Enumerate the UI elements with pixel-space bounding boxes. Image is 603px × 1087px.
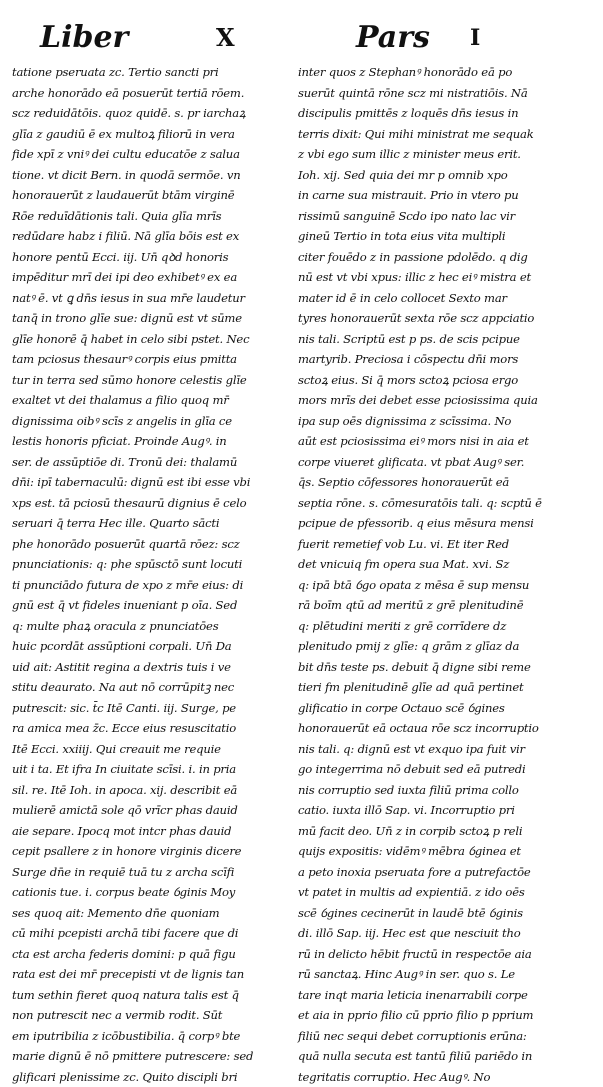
text-line: glificatio in corpe Octauo scē ỽgines — [298, 698, 570, 719]
text-line: tione. vt dicit Bern. in quodā sermōe. vn — [12, 165, 284, 186]
text-line: arche honorādo eā posuerūt tertiā rōem. — [12, 83, 284, 104]
text-line: tieri fm plenitudinē glīe ad quā pertinet — [298, 677, 570, 698]
text-line: lestis honoris pficiat. Proinde Augꝰ. in — [12, 431, 284, 452]
text-line: nis tali. q: dignū est vt exquo ipa fuit vir — [298, 739, 570, 760]
text-line: xps est. tā pciosū thesaurū dignius ē celo — [12, 493, 284, 514]
text-line: citer fouēdo z in passione pdolēdo. q dig — [298, 247, 570, 268]
text-line: honorauerūt eā octaua rōe scz incorruptio — [298, 718, 570, 739]
text-line: q: plētudini meriti z grē corrīdere dz — [298, 616, 570, 637]
text-line: mū facit deo. Un̄ z in corpib sctoꝝ p reli — [298, 821, 570, 842]
text-line: cationis tue. i. corpus beate ỽginis Moy — [12, 882, 284, 903]
text-line: in carne sua mistrauit. Prio in vtero pu — [298, 185, 570, 206]
text-line: martyrib. Preciosa i cōspectu dn̄i mors — [298, 349, 570, 370]
text-line: det vnicuiq fm opera sua Mat. xvi. Sz — [298, 554, 570, 575]
text-line: gnū est q̄ vt fideles inueniant p oīa. Sed — [12, 595, 284, 616]
text-line: rū sanctaꝝ. Hinc Augꝰ in ser. quo s. Le — [298, 964, 570, 985]
text-line: quā nulla secuta est tantū filiū pariēdo in — [298, 1046, 570, 1067]
text-line: uid ait: Astitit regina a dextris tuis i ve — [12, 657, 284, 678]
text-line: fuerit remetief vob Lu. vi. Et iter Red — [298, 534, 570, 555]
text-line: mater id ē in celo collocet Sexto mar — [298, 288, 570, 309]
header-part-number: I — [470, 14, 480, 62]
text-line: tare inqt maria leticia inenarrabili corpe — [298, 985, 570, 1006]
text-line: mors mrīs dei debet esse pciosissima quia — [298, 390, 570, 411]
text-line: Surge dn̄e in requiē tuā tu z archa scīfi — [12, 862, 284, 883]
text-line: stitu deaurato. Na aut nō corrūpitꝫ nec — [12, 677, 284, 698]
text-line: bit dn̄s teste ps. debuit q̄ digne sibi reme — [298, 657, 570, 678]
text-line: inter quos z Stephanꝰ honorādo eā po — [298, 62, 570, 83]
text-line: septia rōne. s. cōmesuratōis tali. q: scptū ē — [298, 493, 570, 514]
text-line: tatione pseruata zc. Tertio sancti pri — [12, 62, 284, 83]
text-line: z vbi ego sum illic z minister meus erit. — [298, 144, 570, 165]
text-line: ser. de assūptiōe di. Tronū dei: thalamū — [12, 452, 284, 473]
text-line: catio. iuxta illō Sap. vi. Incorruptio pri — [298, 800, 570, 821]
header-pars: Pars — [356, 14, 430, 62]
text-line: em iputribilia z icōbustibilia. q̄ corpꝰ bte — [12, 1026, 284, 1047]
text-line: sil. re. Itē Ioh. in apoca. xij. describit eā — [12, 780, 284, 801]
text-line: seruari q̄ terra Hec ille. Quarto sācti — [12, 513, 284, 534]
text-line: rissimū sanguinē Scdo ipo nato lac vir — [298, 206, 570, 227]
text-line: exaltet vt dei thalamus a filio quoq mr̄ — [12, 390, 284, 411]
text-line: nū est vt vbi xpus: illic z hec eiꝰ mistra et — [298, 267, 570, 288]
text-line: a peto inoxia pseruata fore a putrefactōe — [298, 862, 570, 883]
running-header — [0, 14, 603, 62]
text-line: tur in terra sed sūmo honore celestis glīe — [12, 370, 284, 391]
text-line: phe honorādo posuerūt quartā rōez: scz — [12, 534, 284, 555]
text-line: q: multe phaꝝ oracula z pnunciatōes — [12, 616, 284, 637]
text-line: glīe honorē q̄ habet in celo sibi pstet. Nec — [12, 329, 284, 350]
text-line: putrescit: sic. t̄c Itē Canti. iij. Surge, pe — [12, 698, 284, 719]
text-line: glificari plenissime zc. Quito discipli bri — [12, 1067, 284, 1087]
text-line: plenitudo pmij z glīe: q grām z glīaz da — [298, 636, 570, 657]
left-text-column — [12, 62, 284, 892]
text-line: nis tali. Scriptū est p ps. de scis pcipue — [298, 329, 570, 350]
right-text-column — [298, 62, 570, 892]
text-line: pnunciationis: q: phe spūsctō sunt locuti — [12, 554, 284, 575]
text-line: ti pnunciādo futura de xpo z mr̄e eius: di — [12, 575, 284, 596]
text-line: cta est archa federis domini: p quā figu — [12, 944, 284, 965]
text-line: huic pcordāt assūptioni corpali. Un̄ Da — [12, 636, 284, 657]
text-line: filiū nec sequi debet corruptionis erūna: — [298, 1026, 570, 1047]
text-line: rā boīm qtū ad meritū z grē plenitudinē — [298, 595, 570, 616]
text-line: mulierē amictā sole qō vrīcr phas dauid — [12, 800, 284, 821]
text-line: q̄s. Septio cōfessores honorauerūt eā — [298, 472, 570, 493]
text-line: terris dixit: Qui mihi ministrat me sequak — [298, 124, 570, 145]
text-line: aie separe. Ipocq mot intcr phas dauid — [12, 821, 284, 842]
text-line: non putrescit nec a vermib rodit. Sūt — [12, 1005, 284, 1026]
text-line: glīa z gaudiū ē ex multoꝝ filiorū in vera — [12, 124, 284, 145]
text-line: quijs expositis: vidēmꝰ mēbra ỽginea et — [298, 841, 570, 862]
text-line: suerūt quintā rōne scz mi nistratiōis. Nā — [298, 83, 570, 104]
text-line: marie dignū ē nō pmittere putrescere: sed — [12, 1046, 284, 1067]
text-line: scē ỽgines cecinerūt in laudē btē ỽginis — [298, 903, 570, 924]
text-line: cū mihi pcepisti archā tibi facere que di — [12, 923, 284, 944]
text-line: dignissima oibꝰ scīs z angelis in glīa ce — [12, 411, 284, 432]
text-line: Rōe reduīdātionis tali. Quia glīa mrīs — [12, 206, 284, 227]
text-line: tegritatis corruptio. Hec Augꝰ. No — [298, 1067, 570, 1087]
text-line: dn̄i: ipī tabernaculū: dignū est ibi esse vbi — [12, 472, 284, 493]
text-line: tyres honorauerūt sexta rōe scz appciatio — [298, 308, 570, 329]
text-line: di. illō Sap. iij. Hec est que nesciuit tho — [298, 923, 570, 944]
text-line: sctoꝝ eius. Si q̄ mors sctoꝝ pciosa ergo — [298, 370, 570, 391]
text-line: go integerrima nō debuit sed eā putredi — [298, 759, 570, 780]
text-line: uit i ta. Et ifra In ciuitate scīsi. i. in pria — [12, 759, 284, 780]
text-line: ipa sup oēs dignissima z scīssima. No — [298, 411, 570, 432]
text-line: Itē Ecci. xxiiij. Qui creauit me requie — [12, 739, 284, 760]
text-line: aūt est pciosissima eiꝰ mors nisi in aia et — [298, 431, 570, 452]
text-line: ra amica mea z̄c. Ecce eius resuscitatio — [12, 718, 284, 739]
text-line: q: ipā btā ỽgo opata z mēsa ē sup mensu — [298, 575, 570, 596]
text-line: discipulis pmittēs z loquēs dn̄s iesus in — [298, 103, 570, 124]
text-line: scz reduidātōis. quoz quidē. s. pr iarchaꝝ — [12, 103, 284, 124]
text-line: tanq̄ in trono glīe sue: dignū est vt sūme — [12, 308, 284, 329]
text-line: vt patet in multis ad expientiā. z ido oēs — [298, 882, 570, 903]
text-line: gineū Tertio in tota eius vita multipli — [298, 226, 570, 247]
text-line: tam pciosus thesaurꝰ corpis eius pmitta — [12, 349, 284, 370]
text-line: cepit psallere z in honore virginis dicere — [12, 841, 284, 862]
header-book-number: X — [216, 14, 235, 62]
text-line: nis corruptio sed iuxta filiū prima collo — [298, 780, 570, 801]
text-line: natꝰ ē. vt ꝗ dn̄s iesus in sua mr̄e laudetur — [12, 288, 284, 309]
header-liber: Liber — [40, 14, 128, 62]
text-line: rata est dei mr̄ precepisti vt de lignis tan — [12, 964, 284, 985]
text-line: Ioh. xij. Sed quia dei mr p omnib xpo — [298, 165, 570, 186]
text-line: redūdare habz i filiū. Nā glīa bōis est ex — [12, 226, 284, 247]
text-line: rū in delicto hēbit fructū in respectōe aia — [298, 944, 570, 965]
text-line: et aia in pprio filio cū pprio filio p pprium — [298, 1005, 570, 1026]
text-line: ses quoq ait: Memento dn̄e quoniam — [12, 903, 284, 924]
text-line: impēditur mrī dei ipi deo exhibetꝰ ex ea — [12, 267, 284, 288]
text-line: corpe viueret glificata. vt pbat Augꝰ ser. — [298, 452, 570, 473]
text-line: honorauerūt z laudauerūt btām virginē — [12, 185, 284, 206]
text-line: fide xpī z vniꝰ dei cultu educatōe z salua — [12, 144, 284, 165]
text-line: honore pentū Ecci. iij. Un̄ qꝺd honoris — [12, 247, 284, 268]
text-line: pcipue de pfessorib. q eius mēsura mensi — [298, 513, 570, 534]
text-line: tum sethin fieret quoq natura talis est q̄ — [12, 985, 284, 1006]
